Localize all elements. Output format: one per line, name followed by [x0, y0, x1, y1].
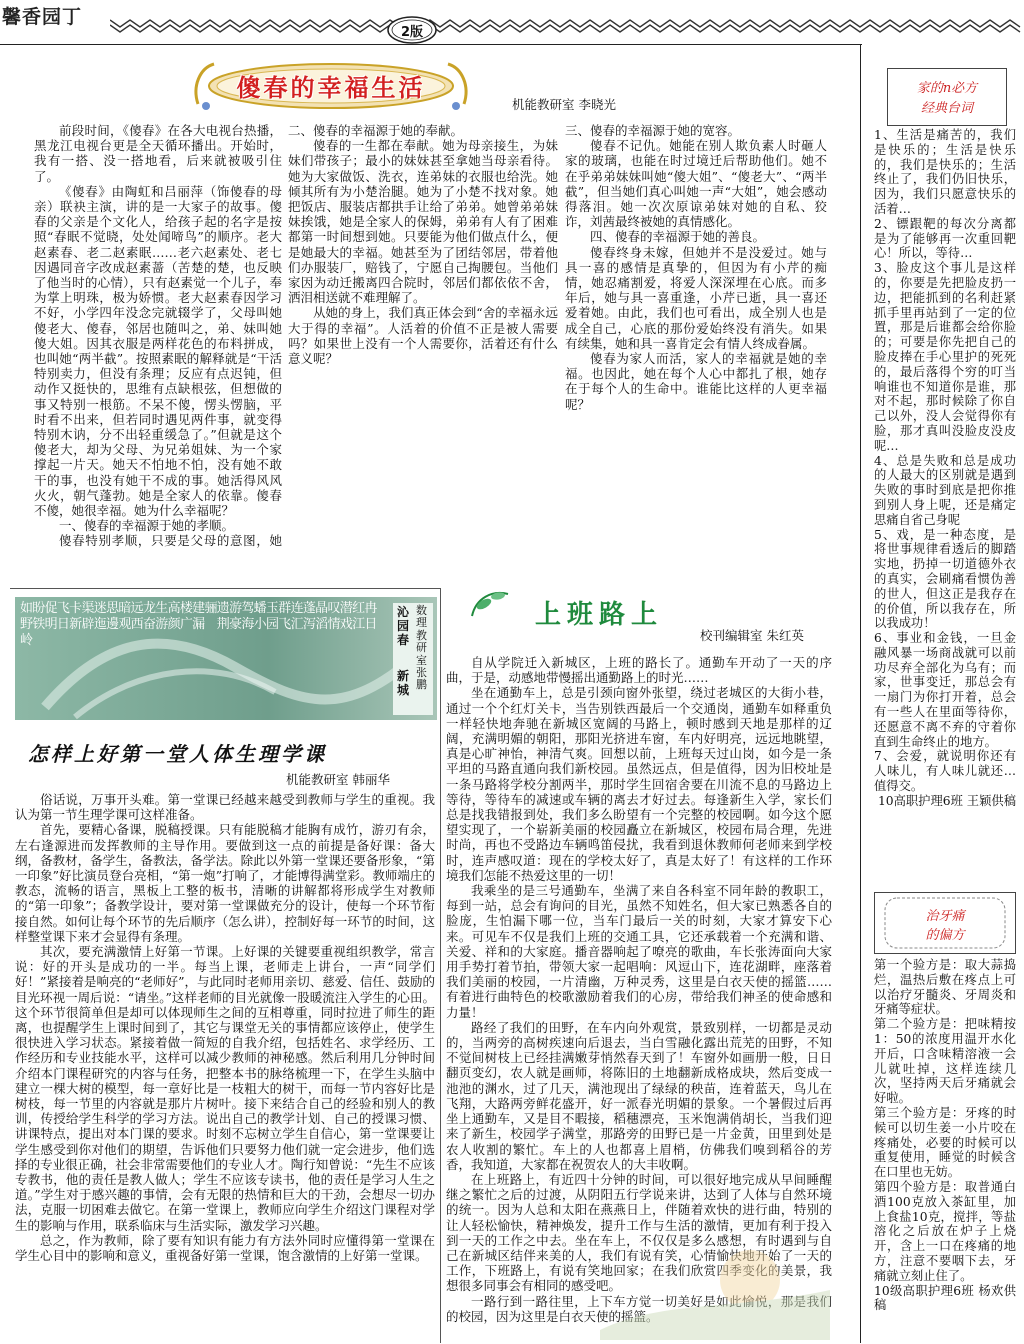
article2-body	[15, 792, 435, 1337]
quotes-title-line1: 家的n必方	[916, 81, 978, 96]
remedy-item: 第三个验方是：牙疼的时候可以切生姜一小片咬在疼痛处，必要的时候可以重复使用，睡觉的时候含在口里也无妨。	[874, 1105, 1016, 1180]
article1-paragraph: 傻春为家人而活，家人的幸福就是她的幸福。也因此，她在每个人心中都扎了根，她存在于每个人的生命中。谁能比这样的人更幸福呢？	[565, 351, 827, 412]
article3-title-decoration	[462, 584, 522, 624]
poem-meta	[393, 603, 433, 715]
poem-column: 生游	[155, 601, 169, 633]
article2-byline: 机能教研室 韩丽华	[286, 772, 390, 787]
poem-column: 迷迤	[93, 601, 107, 633]
article1-paragraph: 从她的身上，我们真正体会到“舍的幸福永远大于得的幸福”。人活着的价值不正是被人需要吗？如果世上没有一个人需要你，活着还有什么意义呢？	[288, 305, 558, 367]
poem-box	[15, 597, 437, 720]
top-divider	[0, 44, 862, 45]
quotes-credit: 10高职护理6班 王颖供稿	[877, 793, 1016, 808]
page-badge	[386, 15, 438, 45]
poem-column: 飞日	[56, 601, 70, 633]
article2-paragraph: 首先，要精心备课，脱稿授课。只有能脱稿才能胸有成竹，游刃有余，左右逢源进而发挥教师的主导作用。要做到这一点的前提是备好课：备大纲，备教材，备学生，备教法，备学法。除此以外第一堂课还要备形象，“第一印象”好比演员登台亮相，“第一炮”打响了，才能博得满堂彩。教师端庄的教态，流畅的语言，黑板上工整的板书，清晰的讲解都将形成学生对教师的“第一印象”；备教学设计，要对第一堂课做充分的设计，使每一个环节衔接自然。如何让每个环节的先后顺序（怎么讲），控制好每一环节的时间，这样整堂课下来才会显得有条理。	[15, 822, 435, 944]
poem-column: 游豪	[229, 601, 243, 633]
poem-text	[19, 601, 379, 717]
article1-section-heading: 傻春终身未嫁，但她并不是没爱过。她与具一喜的感情是真挚的，但因为有小芹的痴情，她忍痛割爱，将爱人深深埋在心底。而多年后，她与具一喜重逢，小芹已逝，具一喜还爱着她。由此，我们也可看出，成全别人也是成全自己，心底的那份爱始终没有消失。如果有续集，她和具一喜肯定会有情人终成眷属。	[565, 244, 827, 351]
article1-section-heading: 傻春的一生都在奉献。她为母亲接生，为妹妹们带孩子；最小的妹妹甚至拿她当母亲看待。她为大家做饭、洗衣，连弟妹的衣服也给洗。她倾其所有为小楚治腿。她为了小楚不找对象。她把饭店、服装店都拱手让给了弟弟。她曾弟弟妹妹挨饿，她是全家人的保姆，弟弟有人有了困难都第一时间想到她。只要能为他们做点什么，便是她最大的幸福。她甚至为了团结邻居，带着他们办服装厂，赔钱了，宁愿自己掏腰包。当他们家因为动迁搬离四合院时，邻居们都依依不舍，洒泪相送就不难理解了。	[288, 138, 558, 306]
masthead: 馨香园丁	[2, 6, 83, 28]
quotes-title-line2: 经典台词	[920, 101, 973, 116]
article3-paragraph: 我乘坐的是三号通勤车，坐满了来自各科室不同年龄的教职工，每到一站，总会有询问的目光，虽然不知姓名，但大家已熟悉各自的脸庞，生怕漏下哪一位，当车门最后一关的时刻，大家才算安下心来。可见车不仅是我们上班的交通工具，它还承载着一个充满和谐、关爱、祥和的大家庭。播音器响起了嘹亮的歌曲，车长张涛面向大家用手势打着节拍，带领大家一起唱响：风逗山下，连花湖畔，座落着我们美丽的校园，一片清幽，万种灵秀，这里是白衣天使的摇篮……有着进行曲特色的校歌激励着我们的心房，带给我们神圣的使命感和力量！	[446, 883, 832, 1020]
article2-paragraph: 总之，作为教师，除了要有知识有能力有方法外同时应懂得第一堂课在学生心目中的影响和意义，重视备好第一堂课，饱含激情的上好第一堂课。	[15, 1232, 435, 1264]
column-divider	[440, 588, 441, 1343]
poem-column: 盼铁	[32, 601, 46, 633]
article1-title: 傻春的幸福生活	[236, 74, 426, 102]
poem-column: 楼广	[179, 601, 193, 633]
poem-column: 暗观	[118, 601, 132, 633]
header-zigzag-border	[110, 18, 1024, 34]
remedy-title-line2: 的偏方	[925, 928, 965, 943]
article1-paragraph: 傻春特别孝顺，只要是父母的意图，她	[59, 533, 282, 549]
article1-paragraph: 前段时间，《傻春》在各大电视台热播，黑龙江电视台更是全天循环播出。开始时，我有一搭、没一搭地看，后来就被吸引住了。	[34, 123, 282, 184]
poem-column: 叹情	[327, 601, 341, 633]
poem-column: 远西	[130, 601, 144, 633]
poem-column: 龙奋	[142, 601, 156, 633]
article1-paragraph: 二、傻春的幸福源于她的奉献。	[288, 123, 464, 138]
article3-illustration	[600, 1240, 830, 1340]
quote-item: 5、戏，是一种态度，是将世事规律看透后的脚踏实地，扔掉一切道德外衣的真实，会刷痛看惯伪善的世人，但这正是我存在的价值，所以我存在，所以我成功！	[874, 527, 1016, 631]
remedies-credit: 10级高职护理6班 杨欢供稿	[874, 1283, 1016, 1313]
sidebar-quotes	[874, 128, 1016, 886]
poem-column: 蓬泻	[302, 601, 316, 633]
page-number: 2版	[400, 25, 424, 40]
sidebar-box-quotes-title	[887, 68, 1007, 126]
poem-column: 驾海	[241, 601, 255, 633]
article1-column-1	[34, 123, 282, 583]
remedy-item: 第一个验方是：取大蒜捣烂，温热后敷在疼点上可以治疗牙髓炎、牙周炎和牙痛等症状。	[874, 958, 1016, 1017]
poem-column: 晶滔	[315, 601, 329, 633]
article2-paragraph: 其次，要充满激情上好第一节课。上好课的关键要重视组织教学，常言说：好的开头是成功的一半。每当上课，老师走上讲台，一声“同学们好！”紧接着是响亮的“老师好”，与此同时老师用亲切、慈爱、信任、鼓励的目光环视一周后说：“请坐。”这样老师的目光就像一股暖流注入学生的心田。这个环节很简单但是却可以体现师生之间的互相尊重，同时拉进了师生的距离，也提醒学生上课时间到了，其它与课堂无关的事情都应该停止，使学生很快进入学习状态。紧接着做一简短的自我介绍，包括姓名、求学经历、工作经历和专业技能水平，这样可以减少教师的神秘感。然后利用几分钟时间介绍本门课程研究的内容与任务，把整本书的脉络梳理一下，在学生头脑中建立一棵大树的模型，每一章好比是一枝粗大的树干，而每一节内容好比是树枝，每一节里的内容就是那片片树叶。接下来结合自己的经验和别人的教训，传授给学生科学的学习方法。说出自己的教学计划、自己的授课习惯、讲课特点，提出对本门课的要求。时刻不忘树立学生自信心，第一堂课要让学生感受到你对他们的期望，告诉他们只要努力他们就一定会进步，他们选择的专业很正确，社会非常需要他们的专业人才。陶行知曾说：“先生不应该专教书，他的责任是教人做人；学生不应该专读书，他的责任是学习人生之道。”学生对于感兴趣的事情，会有无限的热情和巨大的干劲，会想尽一切办法，克服一切困难去做它。在第一堂课上，教师应向学生介绍这门课程对学生的影响与作用，联系临床与生活实际，激发学习兴趣。	[15, 944, 435, 1233]
poem-column: 潜戏	[339, 601, 353, 633]
quote-item: 2、镖跟靶的每次分离都是为了能够再一次重回靶心！所以，等待…	[874, 216, 1016, 261]
poem-title: 沁园春	[396, 605, 409, 647]
article1-title-banner	[190, 56, 472, 114]
article1-paragraph: 四、傻春的幸福源于她的善良。	[590, 229, 766, 245]
poem-column: 冉日	[364, 601, 378, 633]
article3-title: 上班路上	[535, 600, 664, 630]
article1-section-heading: 一、傻春的幸福源于她的孝顺。	[59, 518, 235, 534]
poem-column: 玉园	[265, 601, 279, 633]
quote-item: 1、生活是痛苦的，我们是快乐的；生活是快乐的，我们是快乐的；生活终止了，我们仍旧快乐，因为，我们只愿意快乐的活着…	[874, 128, 1016, 216]
article3-paragraph: 在上班路上，有近四十分钟的时间，可以很好地完成从早间睡醒继之繁忙之后的过渡，从阴阳五行学说来讲，达到了人体与自然环境的统一。因为人总和太阳在燕燕日上，伴随着欢快的进行曲，特别的让人轻松愉快，精神焕发，提升工作与生活的激情，更加有利于投入到一天的工作之中去。坐在车上，不仅仅是多么感想，有时遇到与自己在新城区结伴来美的人，我们有说有笑，心情愉快地开始了一天的工作，下班路上，有说有笑地回家；在我们欣赏四季变化的美景，我想很多同事会有相同的感受吧。	[446, 1171, 832, 1294]
sidebar-divider	[860, 44, 861, 1343]
poem-column: 思邊	[106, 601, 120, 633]
article3-body	[446, 655, 832, 1335]
remedy-item: 第四个验方是：取普通白酒100克放入茶缸里，加上食盐10克，搅拌，等盐溶化之后放在炉子上烧开，含上一口在疼痛的地方，注意不要咽下去，牙痛就立刻止住了。	[874, 1179, 1016, 1283]
article3-paragraph: 自从学院迁入新城区，上班的路长了。通勤车开动了一天的序曲，于是，动感地带慢摇出通勤路上的时光……	[446, 655, 832, 686]
article1-section-heading: 傻春不记仇。她能在别人欺负素人时砸人家的玻璃，也能在时过境迁后帮助他们。她不在乎弟弟妹妹叫她“傻大姐”、“傻老大”、“两半截”，但当她们真心叫她一声“大姐”，她会感动得落泪。她一次次原谅弟妹对她的自私、狡诈，刘茜最终被她的真情感化。	[565, 138, 827, 230]
article1-paragraph: 《傻春》由陶虹和吕丽萍（饰傻春的母亲）联袂主演，讲的是一大家子的故事。傻春的父亲是个文化人，给孩子起的名字是按照“春眠不觉晓，处处闻啼鸟”的顺序。老大赵素春、老二赵素眠……老六赵素处、老七因遇同音字改成赵素蔷（苦楚的楚，也反映了他当时的心情），只有赵素觉一个儿子，奉为掌上明珠，极为娇惯。老大赵素春因学习不好，小学四年没念完就辍学了，父母叫她傻老大、傻春，邻居也随叫之，弟、妹叫她傻大姐。因其衣服是两样花色的布料拼成，也叫她“两半截”。按照素眠的解释就是“干活特别卖力，但没有条理；反应有点迟钝，但动作又挺快的，思维有点缺根弦，但想做的事又特别一根筋。不呆不傻，愣头愣脑，平时看不出来，但若同时遇见两件事，就变得特别木讷，分不出轻重缓急了。”但就是这个傻老大，却为父母、为兄弟姐妹、为一个家撑起一片天。她天不怕地不怕，没有她不敢干的事，也没有她干不成的事。她活得风风火火，朝气蓬勃。她是全家人的依靠。傻春不傻，她很幸福。她为什么幸福呢？	[34, 183, 282, 519]
quote-item: 7、会爱，就说明你还有人味儿，有人味儿就还…值得交。	[874, 749, 1016, 794]
poem-author: 数理教研室 张鹏	[416, 604, 427, 692]
article1-column-3	[565, 123, 827, 523]
article3-paragraph: 路经了我们的田野，在车内向外观赏，景致别样，一切都是灵动的，当两旁的高树疾速向后退去，当白雪融化露出荒芜的田野，不知不觉间树枝上已经挂满嫩芽悄然春天到了！车窗外如画册一般，日日翻页变幻，农人就是画师，将陈旧的土地翻新成格成块，然后变成一池池的渊水，过了几天，满池现出了绿绿的秧苗，连着蓝天，鸟儿在飞翔，大路两旁鲜花盛开，好一派春光明媚的景象。一个暑假过后再坐上通勤车，又是目不暇接，稻穗漂亮，玉米饱满俏胡长，当我们迎来了新生，校园学子满堂，那路旁的田野已是一片金黄，田里到处是农人收割的繁忙。车上的人也都喜上眉梢，仿佛我们嗅到稻谷的芳香，我知道，大家都在祝贺农人的大丰收啊。	[446, 1019, 832, 1172]
quote-item: 3、脸皮这个事儿是这样的，你要是先把脸皮扔一边，把能抓到的名利赶紧抓手里再站到了一定的位置，那是后谁都会给你脸的；可要是你先把自己的脸皮捧在手心里护的死死的，最后落得个穷的叮当响谁也不知道你是谁，那对不起，那时候除了你自己以外，没人会觉得你有脸，那才真叫没脸皮没皮呢…	[874, 261, 1016, 453]
poem-column: 渠辟	[81, 601, 95, 633]
article2-paragraph: 俗话说，万事开头难。第一堂课已经越来越受到教师与学生的重视。我认为第一节生理学课可这样准备。	[15, 792, 435, 823]
article3-byline: 校刊编辑室 朱红英	[700, 628, 804, 643]
poem-column: 连汇	[290, 601, 304, 633]
remedy-title-line1: 治牙痛	[925, 909, 965, 924]
article3-paragraph: 坐在通勤车上，总是引颈向窗外张望，绕过老城区的大街小巷，通过一个个红灯关卡，当告别铁西最后一个交通岗，通勤车如释重负一样轻快地奔驰在新城区宽阔的马路上，顿时感到天地是那样的辽阔，充满明媚的朝阳，那阳光挤进车窗，车内好明亮，远远地眺望，真是心旷神怡，神清气爽。回想以前，上班每天过山岗，如今是一条平坦的马路直通向我们新校园。虽然远点，但是值得，因为旧校址是一条马路将学校分割两半，那时学生回宿舍要在川流不息的马路边上等待，等待车的减速或车辆的离去才好过去。每逢新生入学，家长们总是找我错报到处，我们多么盼望有一个完整的校园啊。如今这个愿望实现了，一个崭新美丽的校园矗立在新城区，校园布局合理，先进时尚，再也不受路边车辆鸣笛侵扰，我看到退休教师何老师来到学校时，连声感叹道：现在的学校太好了，真是太好了！有这样的工作环境我们怎能不热爱这里的一切！	[446, 685, 832, 883]
poem-column: 群飞	[278, 601, 292, 633]
sidebar-remedies	[874, 958, 1016, 1340]
sidebar-box-remedy-title	[874, 892, 1016, 954]
poem-subtitle: 新城	[396, 669, 409, 697]
article1-column-2	[288, 123, 558, 583]
poem-column: 蟠小	[253, 601, 267, 633]
article3-paragraph: 一路行到一路往里，上下车方觉一切美好是如此愉悦，那是我们的校园，因为这里是白衣天使的摇篮。	[446, 1293, 832, 1324]
poem-column: 高颜	[167, 601, 181, 633]
poem-column: 骊	[204, 601, 218, 616]
remedy-item: 第二个验方是：把味精按1：50的浓度用温开水化开后，口含味精溶液一会儿就吐掉，这样连续几次，坚持两天后牙痛就会好啦。	[874, 1017, 1016, 1106]
quote-item: 4、总是失败和总是成功的人最大的区别就是遇到失败的事时到底是把你推到别人身上呢，还是痛定思痛自省己身呢	[874, 453, 1016, 527]
poem-column: 如野岭	[19, 601, 33, 649]
poem-column: 红江	[352, 601, 366, 633]
poem-column: 促明	[44, 601, 58, 633]
poem-column: 卡新	[69, 601, 83, 633]
poem-column: 建漏	[192, 601, 206, 633]
article1-paragraph: 三、傻春的幸福源于她的宽容。	[565, 123, 741, 138]
section-divider	[10, 588, 440, 589]
poem-column: 遗荆	[216, 601, 230, 633]
quote-item: 6、事业和金钱，一旦金融风暴一场商战就可以前功尽弃全部化为乌有；而家，世事变迁，那总会有一扇门为你打开着，总会有一些人在里面等待你，还愿意不离不弃的守着你直到生命终止的地方。	[874, 631, 1016, 749]
article2-title: 怎样上好第一堂人体生理学课	[28, 742, 327, 766]
article1-byline: 机能教研室 李晓光	[512, 97, 616, 112]
